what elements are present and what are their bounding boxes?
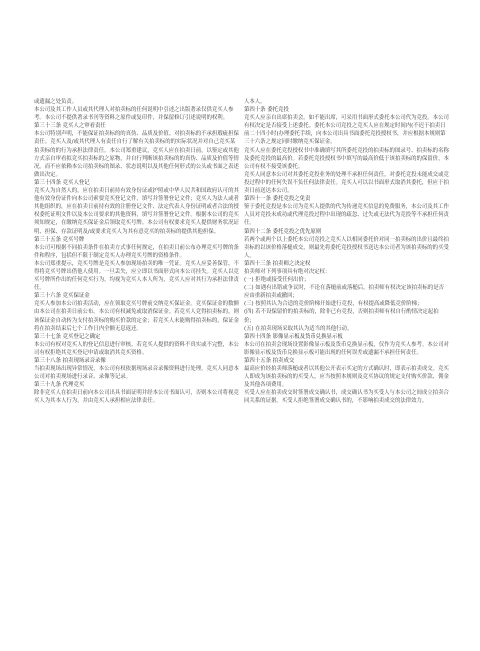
paragraph: 拍卖师对下列事项具有绝对决定权： xyxy=(244,268,331,275)
right-text-column xyxy=(244,98,449,618)
paragraph: 本公司在拍卖会现场设置影像显示板及货币兑换显示板，仅作为竞买人参考。本公司对影像显示板及货币兑换显示板可能出现的任何误差或遗漏不承担任何责任。 xyxy=(244,341,449,356)
paragraph: 竞买人同意本公司对其委托竞投业务的处理不承担任何责任，对委托竞投未能成交或竞投过程中的任何失误不负任何法律责任。竞买人可以以书面形式取消其委托，但应于拍卖日前送达本公司。 xyxy=(244,171,449,195)
section-heading: 第三十五条 竞买号牌 xyxy=(34,236,85,243)
section-heading: 第三十四条 竞买人登记 xyxy=(34,179,90,186)
paragraph: 最高应价经拍卖师落槌或者以其他公开表示买定的方式确认时，即表示拍卖成交。竞买人即成为该拍卖标的的买受人，应当按照本规则及竞买协议的规定支付购买价款、佣金及其他各项费用。 xyxy=(244,366,449,389)
paragraph: 买受人应在拍卖成交时签署成交确认书，成交确认书为买受人与本公司之间成立拍卖合同关系的证据。买受人拒绝签署成交确认书的，不影响拍卖成交的法律效力。 xyxy=(244,390,449,405)
paragraph: 本公司可根据不同拍卖条件在拍卖方式事任何规定，在拍卖日前公布办理竞买号牌的条件和程序，包括但不限于制定竞买人办理竞买号牌的资格条件。 xyxy=(34,244,239,259)
section-heading: 第四十一条 委托竞投之免责 xyxy=(244,196,311,203)
paragraph: 竞买人为自然人的，应在拍卖日前持有效身份证或护照或中华人民共和国政府认可的其他有效身份证件向本公司索要竞买登记文件，填写并签署登记文件；竞买人为法人或者其他组织的，应在拍卖日前持有效的注册登记文件、法定代表人身份证明或者合法的授权委托证明文件以及本公司要求的其他资料，填写并签署登记文件。根据本公司的竞买须知规定，在缴纳竞买保证金后领取竞买号牌。本公司有权要求竞买人提供财务状况证明、担保、存款证明及/或要求竞买人为其有意竞买的拍卖标的提供其他担保。 xyxy=(34,188,239,235)
section-heading: 第三十八条 拍卖现场录音录像 xyxy=(34,358,106,364)
paragraph: 竞买人参加本公司拍卖活动，应在领取竞买号牌前交纳竞买保证金。竞买保证金的数额由本公司在拍卖日前公布。本公司有权减免或取消保证金。若竞买人竞得拍卖标的，则该保证金自动转为支付拍卖标的购买价款的定金；若竞买人未能购得拍卖标的，保证金将在拍卖结束后七个工作日内全额无息返还。 xyxy=(34,301,239,332)
paragraph: 鉴于委托竞投是本公司为竞买人提供的代为传递竞买信息的免费服务，本公司及其工作人员对竞投未成功或代理竞投过程中出现的疏忽、过失或无法代为竞投等不承担任何责任。 xyxy=(244,204,449,227)
section-heading: 第三十九条 代理竞买 xyxy=(34,382,85,389)
paragraph: 当拍卖现场出现异常情况，本公司有权依据现场录音录像资料进行处理。竞买人同意本公司对拍卖现场进行录音、录像等记录。 xyxy=(34,366,239,381)
list-item: (二) 如遇有出错或争议时，不论在落槌前或落槌后，拍卖师有权决定该拍卖标的是否应由重新拍卖或撤回； xyxy=(244,285,444,300)
paragraph: 本公司特别声明，不能保证拍卖标的的真伪、品质及价值。对拍卖标的不承担瑕疵担保责任。竞买人及/或其代理人有责任自行了解有关拍卖标的的实际状况并对自己竞买某拍卖标的的行为承担法律责任。本公司郑重建议，竞买人应在拍卖日前，以鉴定或其他方式亲自审看拟竞买拍卖标的之原物，并自行判断该拍卖标的的真伪、品质及价值等情况。而不应依赖本公司拍卖标的图录、状态说明以及其他任何形式的公头或书面之表述做出决定。 xyxy=(34,131,239,178)
list-item: (五) 在拍卖现场采取其认为适当的其他行动。 xyxy=(244,325,353,332)
section-heading: 第四十三条 拍卖师之决定权 xyxy=(244,260,311,267)
paragraph: 本公司及其工作人员或其代理人对拍卖标的任何说明中引述之出版著录仅供竞买人参考。本公司不提供著录书刊等资料之原件或复印件，并保留修订引述说明的权利。 xyxy=(34,107,234,122)
list-item: (一) 拒绝或接受任何出价； xyxy=(244,277,310,284)
section-heading: 第四十条 委托竞投 xyxy=(244,107,289,114)
paragraph: 本公司郑重提示，竞买号牌是竞买人参加现场拍卖的唯一凭证。竞买人应妥善保管，不得将竞买号牌出借他人使用。一旦丢失，应立即以书面形式向本公司挂失。竞买人以竞买号牌所作出的任何竞买行为，均视为竞买人本人所为，竞买人应对其行为承担法律责任。 xyxy=(34,260,239,292)
paragraph: 竞买人应在委托竞投授权书中准确填写其所委托竞投的拍卖标的图录号、拍卖标的名称及委托竞投的最高价。若委托竞投授权书中填写的最高价低于该拍卖标的的保留价，本公司有权不接受该委托。 xyxy=(244,147,449,170)
section-heading: 第三十三条 竞买人之审看责任 xyxy=(34,123,106,130)
section-heading: 第四十二条 委托竞投之优先原则 xyxy=(244,228,322,235)
left-text-column xyxy=(34,98,239,618)
paragraph: 或遗漏之处负责。 xyxy=(34,99,78,105)
paragraph: 竞买人应亲自出席拍卖会。如不能出席，可采用书面形式委托本公司代为竞投。本公司有权决定是否接受上述委托。委托本公司竞投之竞买人应在规定时间内(不迟于拍卖日前二十四小时)办理委托手续，向本公司出具书面委托竞投授权书，并应根据本规则第三十六条之规定同时缴纳竞买保证金。 xyxy=(244,115,449,146)
paragraph: 人本人。 xyxy=(244,99,266,105)
paragraph: 若两个或两个以上委托本公司竞投之竞买人以相同委托价对同一拍卖标的出价且最终拍卖标的以该价格落槌成交，则最先将委托竞投授权书送达本公司者为该拍卖标的的买受人。 xyxy=(244,236,449,259)
section-heading: 第四十五条 拍卖成交 xyxy=(244,358,295,364)
list-item: (三) 按照其认为合适的竞价阶梯开始进行竞投，有权提高或降低竞价阶梯； xyxy=(244,301,423,308)
paragraph: 本公司有权对竞买人的登记信息进行审核。若竞买人提供的资料不真实或不完整，本公司有权拒绝其竞买登记申请或取消其竞买资格。 xyxy=(34,341,239,356)
paragraph: 除非竞买人在拍卖日前向本公司出具书面证明并经本公司书面认可，否则本公司将视竞买人为其本人行为，并由竞买人承担相应法律责任。 xyxy=(34,390,239,405)
section-heading: 第三十六条 竞买保证金 xyxy=(34,293,90,300)
section-heading: 第三十七条 竞买登记之确定 xyxy=(34,333,101,340)
list-item: (四) 若不设保留价的拍卖标的，除非已有竞投，否则拍卖师有权自行酌情决定起拍价； xyxy=(244,309,439,324)
section-heading: 第四十四条 影像显示板及货币兑换显示板 xyxy=(244,333,343,340)
